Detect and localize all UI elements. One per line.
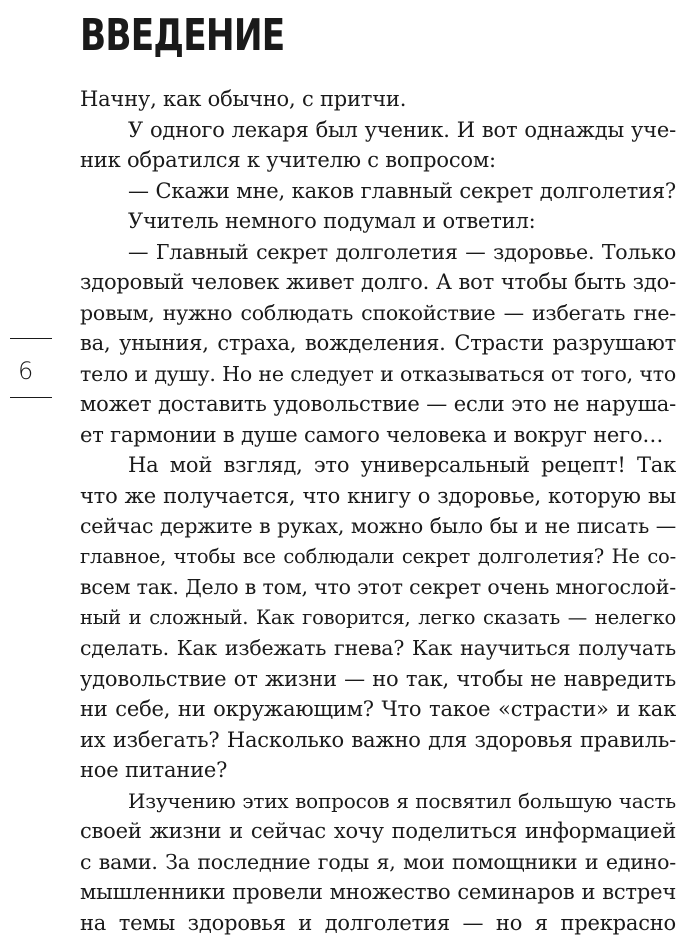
text-line: своей жизни и сейчас хочу поделиться информацией <box>80 816 676 847</box>
body-text <box>80 84 676 938</box>
text-line: на темы здоровья и долголетия — но я прекрасно <box>80 908 676 938</box>
text-line: На мой взгляд, это универсальный рецепт! Так <box>80 450 676 481</box>
text-line: ни себе, ни окружающим? Что такое «страсти» и как <box>80 694 676 725</box>
text-line: Учитель немного подумал и ответил: <box>80 206 676 237</box>
text-line: с вами. За последние годы я, мои помощники и едино- <box>80 847 676 878</box>
text-line: их избегать? Насколько важно для здоровья правиль- <box>80 725 676 756</box>
text-line: ва, уныния, страха, вожделения. Страсти разрушают <box>80 328 676 359</box>
text-line: сделать. Как избежать гнева? Как научиться получать <box>80 633 676 664</box>
text-line: мышленники провели множество семинаров и встреч <box>80 877 676 908</box>
text-line: У одного лекаря был ученик. И вот однажды уче- <box>80 115 676 146</box>
text-line: Изучению этих вопросов я посвятил большую часть <box>80 786 676 817</box>
text-line: — Главный секрет долголетия — здоровье. Только <box>80 237 676 268</box>
marker-rule-bottom <box>10 397 52 398</box>
text-line: главное, чтобы все соблюдали секрет долголетия? Не со- <box>80 542 676 573</box>
text-line: сейчас держите в руках, можно было бы и не писать — <box>80 511 676 542</box>
page-number: 6 <box>10 359 52 383</box>
chapter-title: ВВЕДЕНИЕ <box>80 10 284 62</box>
marker-rule-top <box>10 338 52 339</box>
text-line: ный и сложный. Как говорится, легко сказать — нелегко <box>80 603 676 634</box>
text-line: — Скажи мне, каков главный секрет долголетия? <box>80 176 676 207</box>
page-number-marker <box>10 338 52 398</box>
text-line: тело и душу. Но не следует и отказываться от того, что <box>80 359 676 390</box>
text-line: ное питание? <box>80 755 676 786</box>
text-line: удовольствие от жизни — но так, чтобы не навредить <box>80 664 676 695</box>
text-line: ровым, нужно соблюдать спокойствие — избегать гне- <box>80 298 676 329</box>
text-line: ник обратился к учителю с вопросом: <box>80 145 676 176</box>
text-line: ет гармонии в душе самого человека и вокруг него… <box>80 420 676 451</box>
text-line: Начну, как обычно, с притчи. <box>80 84 676 115</box>
text-line: может доставить удовольствие — если это не наруша- <box>80 389 676 420</box>
text-line: что же получается, что книгу о здоровье, которую вы <box>80 481 676 512</box>
text-line: здоровый человек живет долго. А вот чтобы быть здо- <box>80 267 676 298</box>
text-line: всем так. Дело в том, что этот секрет очень многослой- <box>80 572 676 603</box>
